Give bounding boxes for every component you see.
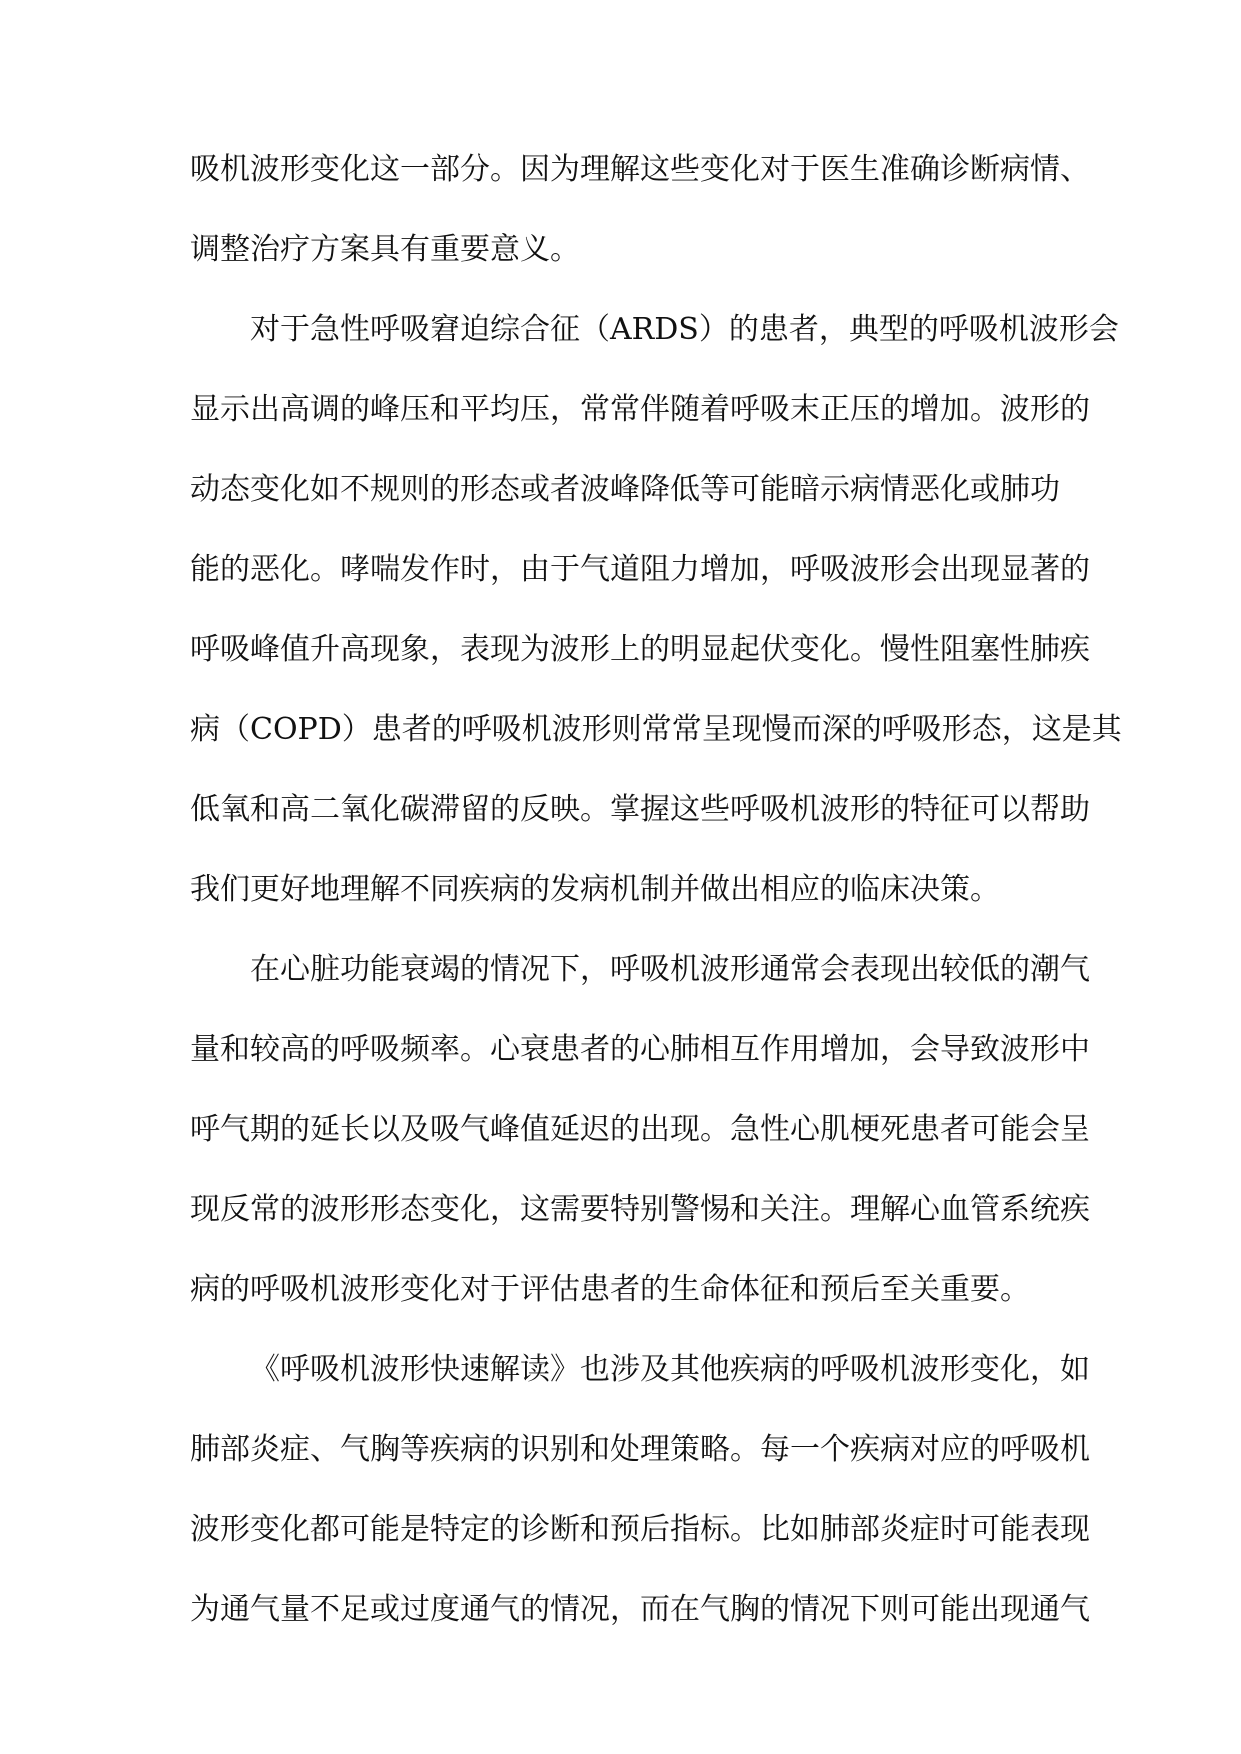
text-line: 动态变化如不规则的形态或者波峰降低等可能暗示病情恶化或肺功 xyxy=(190,472,1060,507)
paragraph-start-line: 在心脏功能衰竭的情况下，呼吸机波形通常会表现出较低的潮气 xyxy=(250,952,1090,987)
text-line: 肺部炎症、气胸等疾病的识别和处理策略。每一个疾病对应的呼吸机 xyxy=(190,1432,1090,1467)
paragraph-start-line: 《呼吸机波形快速解读》也涉及其他疾病的呼吸机波形变化，如 xyxy=(250,1352,1090,1387)
text-line: 低氧和高二氧化碳滞留的反映。掌握这些呼吸机波形的特征可以帮助 xyxy=(190,792,1090,827)
text-line: 调整治疗方案具有重要意义。 xyxy=(190,232,580,267)
document-body xyxy=(190,140,1122,1660)
text-line: 量和较高的呼吸频率。心衰患者的心肺相互作用增加，会导致波形中 xyxy=(190,1032,1090,1067)
text-line: 我们更好地理解不同疾病的发病机制并做出相应的临床决策。 xyxy=(190,872,1000,907)
text-line: 现反常的波形形态变化，这需要特别警惕和关注。理解心血管系统疾 xyxy=(190,1192,1090,1227)
text-line: 病（COPD）患者的呼吸机波形则常常呈现慢而深的呼吸形态，这是其 xyxy=(190,712,1122,747)
text-line: 显示出高调的峰压和平均压，常常伴随着呼吸末正压的增加。波形的 xyxy=(190,392,1090,427)
text-line: 呼气期的延长以及吸气峰值延迟的出现。急性心肌梗死患者可能会呈 xyxy=(190,1112,1090,1147)
text-line: 能的恶化。哮喘发作时，由于气道阻力增加，呼吸波形会出现显著的 xyxy=(190,552,1090,587)
text-line: 吸机波形变化这一部分。因为理解这些变化对于医生准确诊断病情、 xyxy=(190,152,1090,187)
text-line: 病的呼吸机波形变化对于评估患者的生命体征和预后至关重要。 xyxy=(190,1272,1030,1307)
text-line: 呼吸峰值升高现象，表现为波形上的明显起伏变化。慢性阻塞性肺疾 xyxy=(190,632,1090,667)
text-line: 波形变化都可能是特定的诊断和预后指标。比如肺部炎症时可能表现 xyxy=(190,1512,1090,1547)
text-line: 为通气量不足或过度通气的情况，而在气胸的情况下则可能出现通气 xyxy=(190,1592,1090,1627)
paragraph-start-line: 对于急性呼吸窘迫综合征（ARDS）的患者，典型的呼吸机波形会 xyxy=(250,312,1119,347)
